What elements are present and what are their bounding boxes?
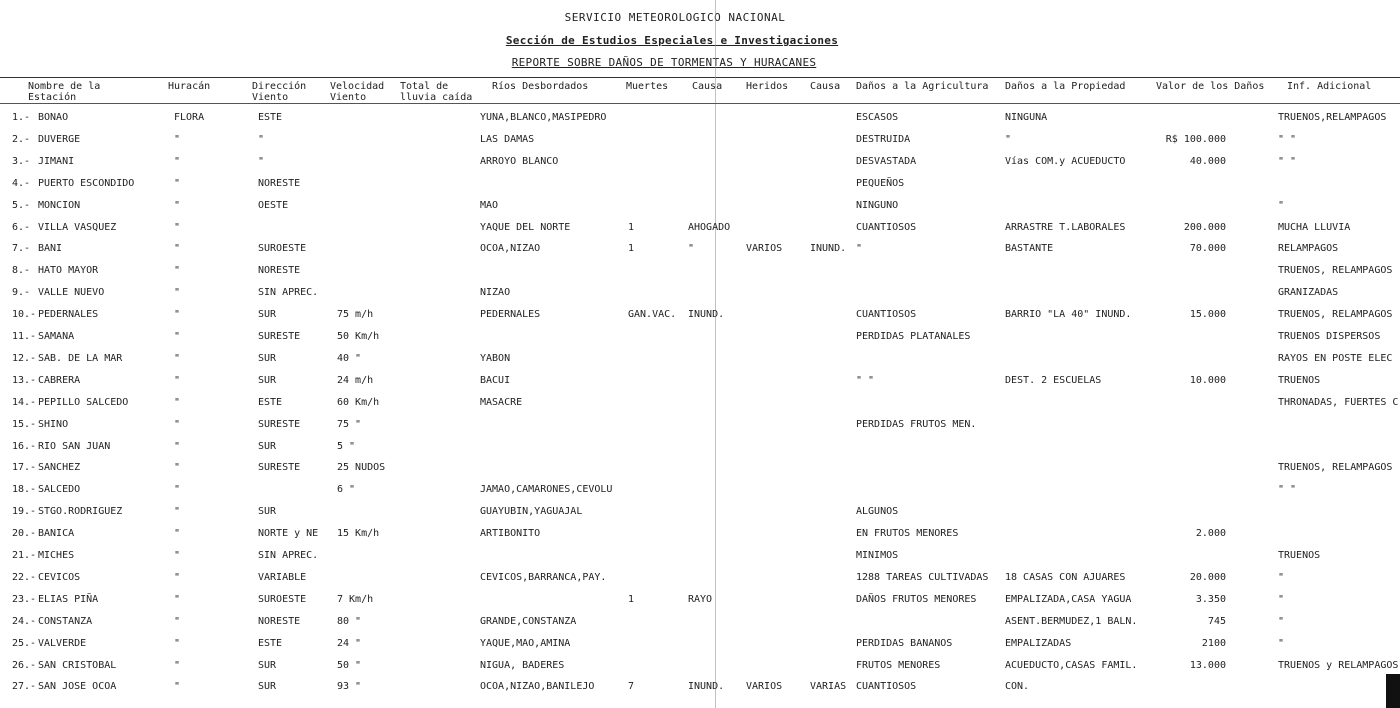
cell-agri: NINGUNO	[856, 199, 899, 211]
table-row	[0, 177, 1400, 199]
cell-speed: 40 "	[337, 352, 362, 364]
cell-property: EMPALIZADAS	[1005, 637, 1072, 649]
cell-station: CONSTANZA	[38, 615, 93, 627]
cell-injured: VARIOS	[746, 681, 783, 693]
cell-info: RAYOS EN POSTE ELEC	[1278, 352, 1393, 364]
cell-rivers: YAQUE,MAO,AMINA	[480, 637, 571, 649]
cell-station: HATO MAYOR	[38, 265, 99, 277]
cell-speed: 5 "	[337, 440, 356, 452]
cell-property: ACUEDUCTO,CASAS FAMIL.	[1005, 659, 1138, 671]
table-row	[0, 242, 1400, 264]
cell-property: "	[1005, 133, 1012, 145]
cell-property: Vías COM.y ACUEDUCTO	[1005, 155, 1126, 167]
cell-hurricane: "	[174, 659, 181, 671]
col-direction: Dirección Viento	[252, 81, 307, 103]
cell-hurricane: "	[174, 199, 181, 211]
cell-property: DEST. 2 ESCUELAS	[1005, 374, 1102, 386]
cell-value: 10.000	[1189, 374, 1226, 386]
cell-value: 70.000	[1189, 243, 1226, 255]
table-row	[0, 593, 1400, 615]
cell-direction: NORESTE	[258, 265, 301, 277]
cell-cause2: INUND.	[810, 243, 847, 255]
cell-value: 2100	[1201, 637, 1226, 649]
cell-speed: 6 "	[337, 484, 356, 496]
cell-value: 200.000	[1183, 221, 1226, 233]
cell-n: 8.-	[12, 265, 31, 277]
col-cause-2: Causa	[810, 81, 841, 92]
cell-station: VILLA VASQUEZ	[38, 221, 117, 233]
cell-station: PEPILLO SALCEDO	[38, 396, 129, 408]
cell-direction: VARIABLE	[258, 571, 307, 583]
cell-info: " "	[1278, 133, 1297, 145]
cell-direction: SIN APREC.	[258, 287, 319, 299]
cell-n: 13.-	[12, 374, 37, 386]
cell-hurricane: "	[174, 309, 181, 321]
cell-cause1: INUND.	[688, 309, 725, 321]
col-station: Nombre de la Estación	[28, 81, 101, 103]
cell-direction: SUR	[258, 440, 277, 452]
cell-agri: MINIMOS	[856, 550, 899, 561]
cell-n: 22.-	[12, 571, 37, 583]
cell-agri: CUANTIOSOS	[856, 309, 917, 321]
cell-direction: SURESTE	[258, 331, 301, 342]
cell-speed: 50 "	[337, 659, 362, 671]
cell-agri: DESTRUIDA	[856, 133, 911, 145]
cell-info: MUCHA LLUVIA	[1278, 221, 1351, 233]
cell-value: 40.000	[1189, 155, 1226, 167]
cell-info: THRONADAS, FUERTES C	[1278, 396, 1399, 408]
cell-hurricane: "	[174, 396, 181, 408]
cell-n: 18.-	[12, 484, 37, 496]
cell-hurricane: "	[174, 462, 181, 474]
table-row	[0, 571, 1400, 593]
table-row	[0, 615, 1400, 637]
cell-n: 1.-	[12, 112, 31, 123]
cell-n: 20.-	[12, 528, 37, 540]
cell-rivers: OCOA,NIZAO	[480, 243, 541, 255]
cell-n: 17.-	[12, 462, 37, 474]
col-deaths: Muertes	[626, 81, 669, 92]
cell-station: SANCHEZ	[38, 462, 81, 474]
cell-speed: 24 "	[337, 637, 362, 649]
cell-station: VALLE NUEVO	[38, 287, 105, 299]
cell-rivers: ARROYO BLANCO	[480, 155, 559, 167]
cell-speed: 75 "	[337, 418, 362, 430]
cell-speed: 25 NUDOS	[337, 462, 386, 474]
col-injured: Heridos	[746, 81, 789, 92]
cell-rivers: NIGUA, BADERES	[480, 659, 565, 671]
cell-hurricane: "	[174, 243, 181, 255]
report-title: REPORTE SOBRE DAÑOS DE TORMENTAS Y HURACANES	[511, 56, 817, 69]
cell-rivers: YUNA,BLANCO,MASIPEDRO	[480, 112, 607, 123]
cell-hurricane: "	[174, 528, 181, 540]
cell-n: 21.-	[12, 550, 37, 561]
cell-value: 13.000	[1189, 659, 1226, 671]
cell-property: ASENT.BERMUDEZ,1 BALN.	[1005, 615, 1138, 627]
cell-station: BANICA	[38, 528, 75, 540]
cell-station: VALVERDE	[38, 637, 87, 649]
cell-hurricane: "	[174, 615, 181, 627]
cell-value: R$ 100.000	[1165, 133, 1226, 145]
cell-direction: SUR	[258, 659, 277, 671]
cell-n: 7.-	[12, 243, 31, 255]
cell-speed: 80 "	[337, 615, 362, 627]
cell-station: RIO SAN JUAN	[38, 440, 111, 452]
table-row	[0, 352, 1400, 374]
cell-direction: "	[258, 133, 265, 145]
cell-speed: 60 Km/h	[337, 396, 380, 408]
cell-info: "	[1278, 615, 1285, 627]
cell-direction: SUR	[258, 352, 277, 364]
table-row	[0, 440, 1400, 462]
table-row	[0, 637, 1400, 659]
cell-direction: SUR	[258, 374, 277, 386]
cell-value: 3.350	[1195, 593, 1226, 605]
cell-station: MICHES	[38, 550, 75, 561]
cell-station: SAMANA	[38, 331, 75, 342]
cell-hurricane: FLORA	[174, 112, 205, 123]
cell-cause1: AHOGADO	[688, 221, 731, 233]
cell-cause1: "	[688, 243, 695, 255]
cell-speed: 50 Km/h	[337, 331, 380, 342]
cell-hurricane: "	[174, 593, 181, 605]
table-row	[0, 264, 1400, 286]
cell-hurricane: "	[174, 637, 181, 649]
cell-direction: SURESTE	[258, 462, 301, 474]
cell-direction: SUROESTE	[258, 593, 307, 605]
cell-info: RELAMPAGOS	[1278, 243, 1339, 255]
cell-agri: FRUTOS MENORES	[856, 659, 941, 671]
col-value: Valor de los Daños	[1156, 81, 1265, 92]
col-cause-1: Causa	[692, 81, 723, 92]
cell-hurricane: "	[174, 331, 181, 342]
cell-deaths: 1	[628, 243, 635, 255]
cell-station: DUVERGE	[38, 133, 81, 145]
cell-property: EMPALIZADA,CASA YAGUA	[1005, 593, 1132, 605]
table-row	[0, 221, 1400, 243]
cell-injured: VARIOS	[746, 243, 783, 255]
cell-rivers: YABON	[480, 352, 511, 364]
cell-rivers: MAO	[480, 199, 499, 211]
cell-rivers: NIZAO	[480, 287, 511, 299]
cell-info: " "	[1278, 155, 1297, 167]
cell-agri: ESCASOS	[856, 112, 899, 123]
cell-property: CON.	[1005, 681, 1030, 693]
cell-info: " "	[1278, 484, 1297, 496]
cell-speed: 7 Km/h	[337, 593, 374, 605]
cell-agri: PERDIDAS FRUTOS MEN.	[856, 418, 977, 430]
cell-property: 18 CASAS CON AJUARES	[1005, 571, 1126, 583]
cell-info: TRUENOS,RELAMPAGOS	[1278, 112, 1387, 123]
cell-hurricane: "	[174, 352, 181, 364]
cell-info: TRUENOS y RELAMPAGOS	[1278, 659, 1399, 671]
cell-agri: DAÑOS FRUTOS MENORES	[856, 593, 977, 605]
col-rain: Total de lluvia caída	[400, 81, 473, 103]
cell-hurricane: "	[174, 155, 181, 167]
cell-cause1: INUND.	[688, 681, 725, 693]
cell-agri: 1288 TAREAS CULTIVADAS	[856, 571, 989, 583]
col-agriculture: Daños a la Agricultura	[856, 81, 989, 92]
cell-agri: PERDIDAS PLATANALES	[856, 331, 971, 342]
col-rivers: Ríos Desbordados	[492, 81, 589, 92]
cell-info: "	[1278, 593, 1285, 605]
cell-n: 2.-	[12, 133, 31, 145]
cell-direction: ESTE	[258, 396, 283, 408]
cell-agri: EN FRUTOS MENORES	[856, 528, 959, 540]
cell-agri: "	[856, 243, 863, 255]
cell-station: SAN CRISTOBAL	[38, 659, 117, 671]
cell-direction: SUR	[258, 681, 277, 693]
cell-station: STGO.RODRIGUEZ	[38, 506, 123, 518]
cell-hurricane: "	[174, 221, 181, 233]
cell-n: 25.-	[12, 637, 37, 649]
cell-deaths: 7	[628, 681, 635, 693]
cell-deaths: 1	[628, 221, 635, 233]
col-property: Daños a la Propiedad	[1005, 81, 1126, 92]
cell-agri: PERDIDAS BANANOS	[856, 637, 953, 649]
cell-rivers: YAQUE DEL NORTE	[480, 221, 571, 233]
table-row	[0, 396, 1400, 418]
table-row	[0, 461, 1400, 483]
cell-rivers: OCOA,NIZAO,BANILEJO	[480, 681, 595, 693]
cell-info: "	[1278, 571, 1285, 583]
cell-speed: 24 m/h	[337, 374, 374, 386]
cell-info: TRUENOS, RELAMPAGOS	[1278, 265, 1393, 277]
cell-direction: SUR	[258, 506, 277, 518]
scan-edge-mark	[1386, 674, 1400, 708]
col-hurricane: Huracán	[168, 81, 211, 92]
cell-hurricane: "	[174, 681, 181, 693]
cell-direction: "	[258, 155, 265, 167]
cell-rivers: CEVICOS,BARRANCA,PAY.	[480, 571, 607, 583]
cell-info: TRUENOS DISPERSOS	[1278, 331, 1381, 342]
cell-station: PEDERNALES	[38, 309, 99, 321]
top-rule	[0, 77, 1400, 78]
table-row	[0, 199, 1400, 221]
cell-station: ELIAS PIÑA	[38, 593, 99, 605]
cell-station: SALCEDO	[38, 484, 81, 496]
cell-value: 20.000	[1189, 571, 1226, 583]
cell-rivers: GRANDE,CONSTANZA	[480, 615, 577, 627]
col-speed: Velocidad Viento	[330, 81, 385, 103]
cell-station: CEVICOS	[38, 571, 81, 583]
cell-n: 24.-	[12, 615, 37, 627]
cell-n: 26.-	[12, 659, 37, 671]
cell-direction: SUR	[258, 309, 277, 321]
cell-hurricane: "	[174, 506, 181, 518]
table-row	[0, 374, 1400, 396]
table-row	[0, 483, 1400, 505]
cell-hurricane: "	[174, 550, 181, 561]
table-row	[0, 418, 1400, 440]
cell-station: SAB. DE LA MAR	[38, 352, 123, 364]
cell-info: GRANIZADAS	[1278, 287, 1339, 299]
cell-agri: " "	[856, 374, 875, 386]
cell-hurricane: "	[174, 133, 181, 145]
table-row	[0, 505, 1400, 527]
cell-n: 23.-	[12, 593, 37, 605]
cell-hurricane: "	[174, 287, 181, 299]
cell-n: 11.-	[12, 331, 37, 342]
cell-info: TRUENOS, RELAMPAGOS	[1278, 462, 1393, 474]
cell-n: 12.-	[12, 352, 37, 364]
table-row	[0, 659, 1400, 681]
cell-station: MONCION	[38, 199, 81, 211]
cell-rivers: PEDERNALES	[480, 309, 541, 321]
cell-station: PUERTO ESCONDIDO	[38, 177, 135, 189]
table-row	[0, 330, 1400, 352]
cell-hurricane: "	[174, 418, 181, 430]
cell-n: 16.-	[12, 440, 37, 452]
cell-n: 10.-	[12, 309, 37, 321]
cell-n: 9.-	[12, 287, 31, 299]
cell-hurricane: "	[174, 177, 181, 189]
cell-station: BANI	[38, 243, 63, 255]
cell-hurricane: "	[174, 265, 181, 277]
cell-direction: NORESTE	[258, 615, 301, 627]
cell-station: SHINO	[38, 418, 69, 430]
cell-direction: SUROESTE	[258, 243, 307, 255]
cell-property: BASTANTE	[1005, 243, 1054, 255]
cell-agri: DESVASTADA	[856, 155, 917, 167]
cell-deaths: 1	[628, 593, 635, 605]
agency-title: SERVICIO METEOROLOGICO NACIONAL	[564, 11, 786, 24]
table-row	[0, 549, 1400, 571]
cell-rivers: LAS DAMAS	[480, 133, 535, 145]
cell-property: ARRASTRE T.LABORALES	[1005, 221, 1126, 233]
cell-agri: ALGUNOS	[856, 506, 899, 518]
cell-speed: 75 m/h	[337, 309, 374, 321]
cell-hurricane: "	[174, 374, 181, 386]
cell-agri: CUANTIOSOS	[856, 221, 917, 233]
cell-n: 3.-	[12, 155, 31, 167]
table-row	[0, 680, 1400, 702]
cell-rivers: JAMAO,CAMARONES,CEVOLU	[480, 484, 613, 496]
section-title: Sección de Estudios Especiales e Investigaciones	[505, 34, 839, 47]
cell-n: 6.-	[12, 221, 31, 233]
cell-direction: ESTE	[258, 637, 283, 649]
table-row	[0, 308, 1400, 330]
cell-n: 5.-	[12, 199, 31, 211]
cell-info: TRUENOS	[1278, 550, 1321, 561]
cell-n: 4.-	[12, 177, 31, 189]
cell-station: CABRERA	[38, 374, 81, 386]
cell-agri: PEQUEÑOS	[856, 177, 905, 189]
cell-station: JIMANI	[38, 155, 75, 167]
cell-direction: OESTE	[258, 199, 289, 211]
cell-property: NINGUNA	[1005, 112, 1048, 123]
cell-info: TRUENOS, RELAMPAGOS	[1278, 309, 1393, 321]
cell-property: BARRIO "LA 40" INUND.	[1005, 309, 1132, 321]
cell-info: "	[1278, 637, 1285, 649]
cell-info: TRUENOS	[1278, 374, 1321, 386]
col-info: Inf. Adicional	[1287, 81, 1372, 92]
cell-direction: ESTE	[258, 112, 283, 123]
cell-info: "	[1278, 199, 1285, 211]
cell-value: 2.000	[1195, 528, 1226, 540]
table-row	[0, 286, 1400, 308]
cell-direction: SURESTE	[258, 418, 301, 430]
cell-cause2: VARIAS	[810, 681, 847, 693]
cell-station: BONAO	[38, 112, 69, 123]
cell-n: 15.-	[12, 418, 37, 430]
cell-rivers: MASACRE	[480, 396, 523, 408]
cell-hurricane: "	[174, 484, 181, 496]
cell-rivers: BACUI	[480, 374, 511, 386]
cell-station: SAN JOSE OCOA	[38, 681, 117, 693]
cell-rivers: ARTIBONITO	[480, 528, 541, 540]
cell-value: 15.000	[1189, 309, 1226, 321]
cell-cause1: RAYO	[688, 593, 713, 605]
table-row	[0, 527, 1400, 549]
cell-direction: NORESTE	[258, 177, 301, 189]
cell-hurricane: "	[174, 440, 181, 452]
table-row	[0, 133, 1400, 155]
cell-hurricane: "	[174, 571, 181, 583]
cell-direction: NORTE y NE	[258, 528, 319, 540]
cell-n: 19.-	[12, 506, 37, 518]
cell-rivers: GUAYUBIN,YAGUAJAL	[480, 506, 583, 518]
cell-speed: 93 "	[337, 681, 362, 693]
cell-direction: SIN APREC.	[258, 550, 319, 561]
cell-n: 27.-	[12, 681, 37, 693]
cell-n: 14.-	[12, 396, 37, 408]
table-row	[0, 155, 1400, 177]
table-row	[0, 111, 1400, 133]
header-rule	[0, 103, 1400, 104]
cell-value: 745	[1207, 615, 1226, 627]
cell-deaths: GAN.VAC.	[628, 309, 677, 321]
cell-speed: 15 Km/h	[337, 528, 380, 540]
cell-agri: CUANTIOSOS	[856, 681, 917, 693]
